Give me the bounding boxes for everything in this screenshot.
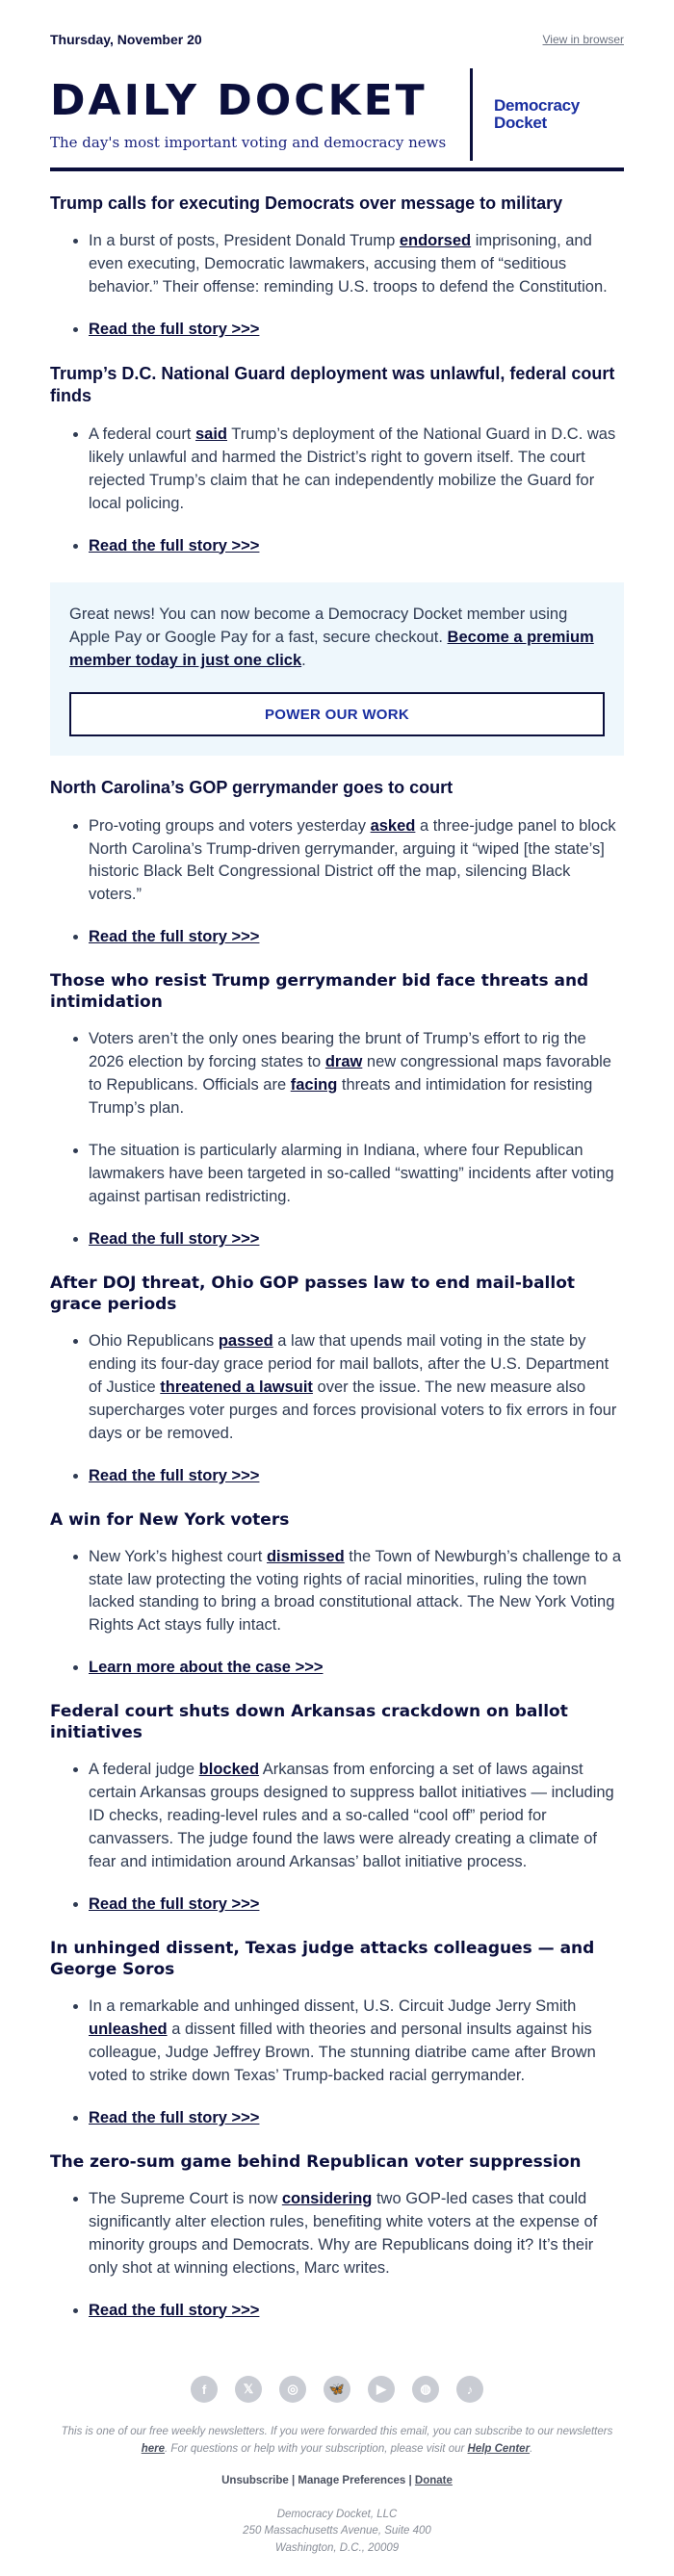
story-headline: The zero-sum game behind Republican voter suppression [50, 2151, 582, 2172]
read-more-item [89, 926, 624, 949]
youtube-icon[interactable]: ▶ [368, 2376, 395, 2403]
story-body [50, 1996, 624, 2130]
address-city: Washington, D.C., 20009 [274, 2541, 400, 2554]
story-headline: After DOJ threat, Ohio GOP passes law to end mail-ballot grace periods [50, 1273, 576, 1314]
story [50, 1273, 624, 1488]
story-body [50, 815, 624, 950]
read-more-link[interactable]: Read the full story >>> [89, 536, 260, 554]
story-summary: • A federal court said Trump’s deployment of the National Guard in D.C. was likely unlawful and harmed the District’s right to govern itself. The court rejected Trump’s claim that he can independently mobilize the Guard for local policing. [89, 424, 624, 516]
story-inline-link[interactable]: blocked [198, 1761, 260, 1779]
story [50, 1701, 624, 1917]
story-summary: • Ohio Republicans passed a law that upends mail voting in the state by ending its four-day grace period for mail ballots, after the U.S. Department of Justice threatened a lawsuit over the issue. The new measure also supercharges voter purges and forces provisional voters to fix errors in four days or be removed. [89, 1330, 624, 1446]
story-summary: • In a remarkable and unhinged dissent, U.S. Circuit Judge Jerry Smith unleashed a dissent filled with theories and personal insults against his colleague, Judge Jeffrey Brown. The stunning diatribe came after Brown voted to strike down Texas’ Trump-backed racial gerrymander. [89, 1996, 624, 2088]
story-summary: • The situation is particularly alarming in Indiana, where four Republican lawmakers have been targeted in so-called “swatting” incidents after voting against partisan redistricting. [89, 1140, 624, 1209]
facebook-icon[interactable]: f [191, 2376, 218, 2403]
address-street: 250 Massachusetts Avenue, Suite 400 [243, 2525, 431, 2537]
story-inline-link[interactable]: dismissed [266, 1547, 345, 1565]
story-headline: In unhinged dissent, Texas judge attacks colleagues — and George Soros [50, 1938, 595, 1980]
story-inline-link[interactable]: considering [281, 2189, 373, 2207]
masthead [50, 69, 624, 171]
footer-links: Unsubscribe | Manage Preferences | Donate [221, 2474, 453, 2486]
story-headline: A win for New York voters [50, 1509, 290, 1530]
story-body [50, 1330, 624, 1488]
story-summary: • Pro-voting groups and voters yesterday asked a three-judge panel to block North Carolina’s Trump-driven gerrymander, arguing it “wiped [the state’s] historic Black Belt Congressional District off the map, silencing Black voters.” [89, 815, 624, 908]
story-body [50, 1759, 624, 1917]
tiktok-icon[interactable]: ♪ [456, 2376, 483, 2403]
story-headline: Federal court shuts down Arkansas crackdown on ballot initiatives [50, 1702, 568, 1743]
story [50, 1938, 624, 2130]
read-more-link[interactable]: Read the full story >>> [89, 1229, 260, 1248]
read-more-link[interactable]: Read the full story >>> [89, 2108, 260, 2126]
x-icon[interactable]: 𝕏 [235, 2376, 262, 2403]
become-member-link[interactable]: Become a premium member today in just one click [69, 629, 594, 670]
footer-note: This is one of our free weekly newsletters. If you were forwarded this email, you can subscribe to our newsletters here. For questions or help with your subscription, please visit our Help Center. [61, 2426, 613, 2455]
story-inline-link[interactable]: endorsed [399, 232, 472, 250]
read-more-item [89, 2107, 624, 2130]
address-org: Democracy Docket, LLC [276, 2509, 398, 2521]
instagram-icon[interactable]: ◎ [279, 2376, 306, 2403]
read-more-item [89, 1465, 624, 1488]
story-summary: • A federal judge blocked Arkansas from enforcing a set of laws against certain Arkansas groups designed to suppress ballot initiatives — including ID checks, reading-level rules and a so-called “cool off” period for canvassers. The judge found the laws were already creating a climate of fear and intimidation around Arkansas’ ballot initiative process. [89, 1759, 624, 1874]
story-headline: Trump calls for executing Democrats over message to military [50, 193, 563, 213]
story-body [50, 2188, 624, 2323]
story-inline-link[interactable]: threatened a lawsuit [160, 1378, 313, 1396]
learn-more-link[interactable]: Learn more about the case >>> [89, 1659, 324, 1677]
story [50, 2151, 624, 2323]
story-body [50, 1028, 624, 1250]
bluesky-icon[interactable]: 🦋 [324, 2376, 350, 2403]
view-in-browser-link[interactable]: View in browser [542, 33, 624, 46]
story-inline-link[interactable]: unleashed [89, 2021, 168, 2039]
help-center-link[interactable]: Help Center [467, 2442, 531, 2455]
read-more-item [89, 1228, 624, 1251]
newsletter-title: DAILY DOCKET [50, 76, 428, 125]
story-inline-link[interactable]: draw [324, 1053, 363, 1071]
story-inline-link[interactable]: said [194, 425, 228, 443]
story-headline: Trump’s D.C. National Guard deployment was unlawful, federal court finds [50, 364, 615, 406]
mailing-address [50, 2507, 624, 2557]
read-more-link[interactable]: Read the full story >>> [89, 928, 260, 946]
membership-promo [50, 582, 624, 756]
top-bar [50, 29, 624, 50]
story-summary: • The Supreme Court is now considering two GOP-led cases that could significantly alter election rules, benefiting white voters at the expense of minority groups and Democrats. Why are Republicans doing it? It’s their only shot at winning elections, Marc writes. [89, 2188, 624, 2280]
unsubscribe-link[interactable]: Unsubscribe [221, 2474, 289, 2486]
democracy-docket-logo[interactable] [470, 68, 624, 161]
read-more-item [89, 1657, 624, 1680]
read-more-link[interactable]: Read the full story >>> [89, 1466, 260, 1484]
newsletter-tagline: The day's most important voting and democracy news [50, 134, 447, 151]
issue-date: Thursday, November 20 [50, 32, 202, 47]
read-more-link[interactable]: Read the full story >>> [89, 1895, 260, 1914]
donate-link[interactable]: Donate [414, 2474, 453, 2486]
story [50, 363, 624, 557]
read-more-item [89, 2300, 624, 2323]
manage-preferences-link[interactable]: Manage Preferences [298, 2474, 406, 2486]
website-icon[interactable]: ◍ [412, 2376, 439, 2403]
read-more-item [89, 535, 624, 558]
promo-text: Great news! You can now become a Democracy Docket member using Apple Pay or Google Pay for a fast, secure checkout. Become a premium member today in just one click. [69, 605, 594, 670]
logo-line-2: Docket [494, 114, 547, 132]
story-summary: • Voters aren’t the only ones bearing the brunt of Trump’s effort to rig the 2026 election by forcing states to draw new congressional maps favorable to Republicans. Officials are facing threats and intimidation for resisting Trump’s plan. [89, 1028, 624, 1121]
story [50, 777, 624, 949]
power-our-work-button[interactable]: POWER OUR WORK [69, 692, 605, 736]
story-summary: • New York’s highest court dismissed the Town of Newburgh’s challenge to a state law protecting the voting rights of racial minorities, ruling the town lacked standing to bring a broad constitutional attack. The New York Voting Rights Act stays fully intact. [89, 1546, 624, 1638]
story-inline-link[interactable]: asked [370, 816, 416, 835]
logo-text [494, 97, 580, 132]
story [50, 1509, 624, 1681]
read-more-link[interactable]: Read the full story >>> [89, 321, 260, 339]
story-body [50, 424, 624, 558]
masthead-title-block [50, 76, 470, 157]
story-body [50, 1546, 624, 1681]
story-inline-link[interactable]: passed [218, 1331, 273, 1350]
story-headline: North Carolina’s GOP gerrymander goes to court [50, 778, 454, 798]
story-body [50, 230, 624, 342]
logo-line-1: Democracy [494, 96, 580, 116]
read-more-link[interactable]: Read the full story >>> [89, 2301, 260, 2319]
story-summary: • In a burst of posts, President Donald Trump endorsed imprisoning, and even executing, Democratic lawmakers, accusing them of “seditious behavior.” Their offense: reminding U.S. troops to defend the Constitution. [89, 230, 624, 299]
story-headline: Those who resist Trump gerrymander bid face threats and intimidation [50, 971, 589, 1013]
story [50, 193, 624, 342]
social-links [50, 2376, 624, 2403]
story [50, 970, 624, 1251]
read-more-item [89, 319, 624, 342]
subscribe-here-link[interactable]: here [141, 2442, 166, 2455]
story-inline-link[interactable]: facing [290, 1076, 338, 1095]
read-more-item [89, 1893, 624, 1917]
footer [50, 2424, 624, 2557]
